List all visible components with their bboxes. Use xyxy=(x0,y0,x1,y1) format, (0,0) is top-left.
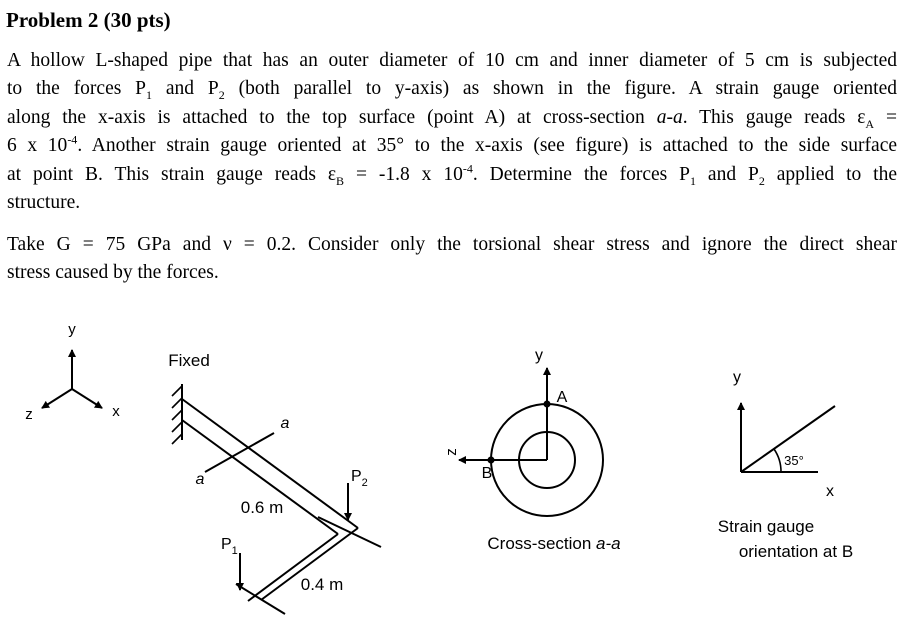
x-axis-label: x xyxy=(112,403,120,420)
coordinate-axes xyxy=(25,321,120,423)
point-b-label: B xyxy=(481,465,493,482)
gauge-caption-line-2: orientation at B xyxy=(738,542,854,561)
force-p2-label: $P_2$ xyxy=(351,468,368,489)
problem-title: Problem 2 (30 pts) xyxy=(6,8,171,32)
cross-section-a-a xyxy=(443,347,621,553)
angle-arc xyxy=(774,449,781,472)
fixed-support-label: Fixed xyxy=(168,351,210,370)
cross-section-caption: Cross-section a-a xyxy=(487,534,621,553)
y-axis-label: y xyxy=(68,321,76,338)
gauge-y-label: y xyxy=(733,369,741,386)
problem-statement xyxy=(7,47,897,217)
given-line-1: Take G = 75 GPa and ν = 0.2. Consider only the torsional shear stress and ignore the direct shear xyxy=(7,234,897,255)
section-label-top: a xyxy=(280,415,290,432)
statement-line-4: 6 x $10^{-4}$. Another strain gauge oriented at 35° to the x-axis (see figure) is attached to the side surface xyxy=(7,132,897,157)
z-axis-arrow xyxy=(42,389,72,408)
statement-line-1: A hollow L-shaped pipe that has an outer diameter of 10 cm and inner diameter of 5 cm is subjected xyxy=(7,50,897,71)
section-y-label: y xyxy=(535,347,543,364)
angle-label: 35° xyxy=(784,453,804,468)
x-axis-arrow xyxy=(72,389,102,408)
point-a-label: A xyxy=(556,389,568,406)
section-z-label: z xyxy=(443,448,460,456)
point-b-dot xyxy=(488,457,495,464)
section-cut-line xyxy=(205,433,274,472)
length-label-0-4m: 0.4 m xyxy=(300,575,344,594)
gauge-x-label: x xyxy=(826,483,834,500)
given-values xyxy=(7,231,897,288)
statement-line-5: at point B. This strain gauge reads $\varepsilon_B = -1.8$ x $10^{-4}$. Determine the forces $P_1$ and $P_2$ applied to the xyxy=(7,161,897,188)
point-a-dot xyxy=(544,401,551,408)
l-shaped-pipe xyxy=(168,351,381,614)
statement-line-6: structure. xyxy=(7,192,81,214)
statement-line-2: to the forces $P_1$ and $P_2$ (both parallel to y-axis) as shown in the figure. A strain gauge oriented xyxy=(7,78,898,103)
strain-gauge-orientation xyxy=(718,369,853,561)
z-axis-label: z xyxy=(25,406,33,423)
length-label-0-6m: 0.6 m xyxy=(240,498,284,517)
force-p1-label: $P_1$ xyxy=(221,536,238,557)
section-label-bottom: a xyxy=(195,471,205,488)
wall-hatching xyxy=(172,386,182,444)
gauge-caption-line-1: Strain gauge xyxy=(717,517,815,536)
given-line-2: stress caused by the forces. xyxy=(7,262,219,284)
statement-line-3: along the x-axis is attached to the top surface (point A) at cross-section a-a. This gauge reads $\varepsilon_A$ = xyxy=(7,106,897,131)
problem-figure xyxy=(0,300,903,619)
